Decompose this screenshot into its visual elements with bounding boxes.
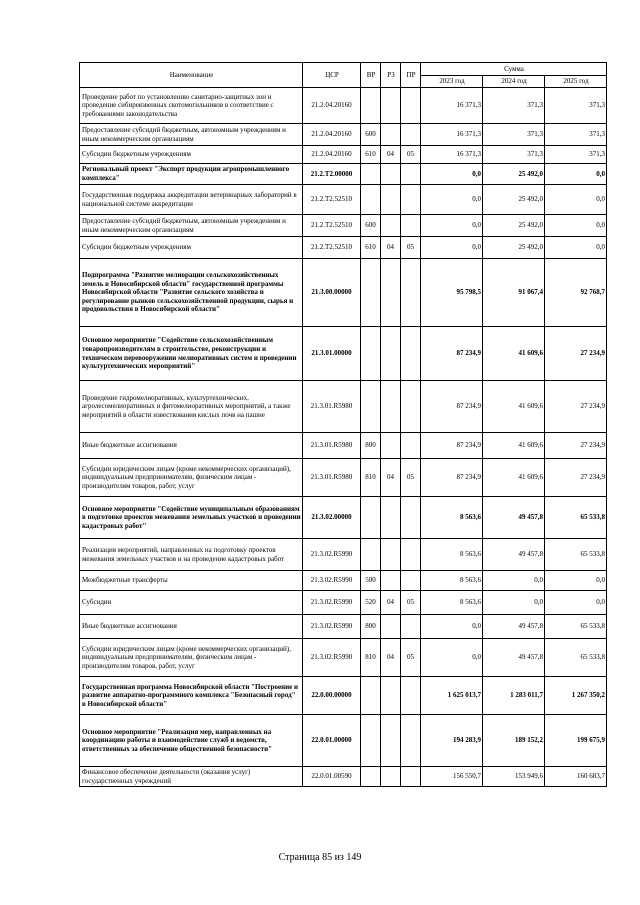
table-row (80, 215, 607, 237)
cell-rz: 04 (381, 237, 401, 259)
cell-sum-2023: 0,0 (421, 164, 483, 185)
cell-sum-2024: 25 492,0 (483, 185, 545, 215)
col-header-pr: ПР (401, 63, 421, 88)
cell-sum-2025: 160 683,7 (545, 767, 607, 787)
table-row (80, 571, 607, 591)
cell-csr: 21.2.T2.00000 (303, 164, 361, 185)
cell-sum-2025: 371,3 (545, 88, 607, 124)
table-row (80, 539, 607, 571)
cell-vr: 810 (361, 459, 381, 497)
cell-pr (401, 381, 421, 433)
cell-name: Проведение гидромелиоративных, культуртехнических, агролесомелиоративных и фитомелиоративных мероприятий, а также мероприятий в области известкования кислых почв на пашне (80, 381, 303, 433)
cell-pr (401, 164, 421, 185)
cell-vr (361, 539, 381, 571)
cell-csr: 21.2.T2.52510 (303, 237, 361, 259)
cell-rz (381, 164, 401, 185)
cell-sum-2025: 65 533,8 (545, 639, 607, 677)
col-header-vr: ВР (361, 63, 381, 88)
cell-vr: 800 (361, 615, 381, 639)
cell-name: Подпрограмма "Развитие мелиорации сельскохозяйственных земель в Новосибирской области" государственной программы Новосибирской области "Развитие сельского хозяйства и регулирование рынков сельскохозяйственной продукции, сырья и продовольствия в Новосибирской области" (80, 259, 303, 327)
cell-name: Основное мероприятие "Реализация мер, направленных на координацию работы и взаимодействие служб и ведомств, ответственных за обеспечение общественной безопасности" (80, 715, 303, 767)
table-row (80, 146, 607, 164)
cell-sum-2023: 0,0 (421, 639, 483, 677)
cell-sum-2024: 0,0 (483, 591, 545, 615)
table-row (80, 164, 607, 185)
cell-csr: 21.2.T2.52510 (303, 215, 361, 237)
cell-name: Государственная программа Новосибирской области "Построение и развитие аппаратно-программного комплекса "Безопасный город" в Новосибирской области" (80, 677, 303, 715)
cell-sum-2025: 27 234,9 (545, 381, 607, 433)
page-number: Страница 85 из 149 (278, 852, 362, 863)
cell-pr (401, 215, 421, 237)
cell-sum-2025: 0,0 (545, 591, 607, 615)
cell-sum-2025: 65 533,8 (545, 497, 607, 539)
cell-name: Основное мероприятие "Содействие сельскохозяйственным товаропроизводителям в строительстве, реконструкции и техническом перевооружении мелиоративных систем и проведении культуртехнических мероприятий" (80, 327, 303, 381)
cell-csr: 21.3.01.R5980 (303, 381, 361, 433)
col-header-sum: Сумма (421, 63, 607, 76)
cell-csr: 21.3.02.R5990 (303, 539, 361, 571)
table-row (80, 767, 607, 787)
cell-name: Межбюджетные трансферты (80, 571, 303, 591)
cell-vr: 600 (361, 215, 381, 237)
cell-sum-2024: 371,3 (483, 88, 545, 124)
cell-vr (361, 715, 381, 767)
cell-sum-2024: 49 457,8 (483, 539, 545, 571)
cell-pr (401, 767, 421, 787)
cell-rz (381, 677, 401, 715)
col-header-name: Наименование (80, 63, 303, 88)
table-row (80, 615, 607, 639)
cell-pr: 05 (401, 639, 421, 677)
cell-sum-2023: 95 798,5 (421, 259, 483, 327)
cell-sum-2023: 1 625 013,7 (421, 677, 483, 715)
cell-rz (381, 185, 401, 215)
cell-sum-2023: 16 371,3 (421, 88, 483, 124)
cell-csr: 21.3.01.R5980 (303, 459, 361, 497)
cell-rz: 04 (381, 639, 401, 677)
cell-sum-2023: 87 234,9 (421, 459, 483, 497)
cell-vr: 520 (361, 591, 381, 615)
cell-sum-2025: 27 234,9 (545, 459, 607, 497)
cell-sum-2025: 1 267 350,2 (545, 677, 607, 715)
cell-sum-2024: 91 067,4 (483, 259, 545, 327)
cell-vr: 610 (361, 146, 381, 164)
cell-sum-2023: 0,0 (421, 237, 483, 259)
cell-csr: 21.3.00.00000 (303, 259, 361, 327)
cell-vr (361, 767, 381, 787)
cell-csr: 21.3.02.R5990 (303, 615, 361, 639)
cell-rz (381, 571, 401, 591)
cell-name: Проведение работ по установлению санитарно-защитных зон и проведение сибиреязвенных скотомогильников в соответствие с требованиями законодательства (80, 88, 303, 124)
cell-sum-2024: 153 949,6 (483, 767, 545, 787)
budget-table (79, 62, 607, 787)
table-row (80, 259, 607, 327)
cell-sum-2023: 16 371,3 (421, 124, 483, 146)
cell-vr (361, 259, 381, 327)
cell-csr: 21.2.T2.52510 (303, 185, 361, 215)
cell-name: Субсидии юридическим лицам (кроме некоммерческих организаций), индивидуальным предпринимателям, физическим лицам - производителям товаров, работ, услуг (80, 459, 303, 497)
cell-pr (401, 259, 421, 327)
col-header-2025: 2025 год (545, 76, 607, 88)
cell-sum-2025: 0,0 (545, 215, 607, 237)
cell-sum-2025: 371,3 (545, 146, 607, 164)
cell-sum-2025: 0,0 (545, 571, 607, 591)
cell-pr (401, 615, 421, 639)
table-row (80, 327, 607, 381)
cell-sum-2023: 8 563,6 (421, 571, 483, 591)
cell-rz (381, 539, 401, 571)
table-row (80, 124, 607, 146)
table-row (80, 459, 607, 497)
cell-sum-2025: 92 768,7 (545, 259, 607, 327)
cell-pr (401, 539, 421, 571)
cell-csr: 22.0.01.00000 (303, 715, 361, 767)
cell-csr: 21.2.04.20160 (303, 124, 361, 146)
cell-vr (361, 497, 381, 539)
cell-csr: 21.3.01.00000 (303, 327, 361, 381)
cell-sum-2023: 194 283,9 (421, 715, 483, 767)
cell-pr (401, 433, 421, 459)
table-row (80, 381, 607, 433)
header-row-top (80, 63, 607, 76)
cell-sum-2025: 199 675,9 (545, 715, 607, 767)
cell-sum-2023: 8 563,6 (421, 591, 483, 615)
cell-sum-2024: 0,0 (483, 571, 545, 591)
cell-rz: 04 (381, 146, 401, 164)
cell-csr: 21.2.04.20160 (303, 146, 361, 164)
table-row (80, 591, 607, 615)
cell-rz (381, 767, 401, 787)
cell-pr (401, 124, 421, 146)
cell-name: Субсидии (80, 591, 303, 615)
cell-sum-2023: 0,0 (421, 185, 483, 215)
cell-pr (401, 185, 421, 215)
cell-sum-2024: 41 609,6 (483, 381, 545, 433)
cell-pr (401, 715, 421, 767)
cell-csr: 21.3.02.R5990 (303, 591, 361, 615)
cell-vr: 810 (361, 639, 381, 677)
cell-sum-2024: 41 609,6 (483, 433, 545, 459)
cell-pr (401, 571, 421, 591)
cell-sum-2025: 27 234,9 (545, 433, 607, 459)
cell-rz (381, 327, 401, 381)
cell-pr (401, 327, 421, 381)
cell-rz (381, 215, 401, 237)
cell-sum-2024: 1 283 011,7 (483, 677, 545, 715)
cell-pr (401, 88, 421, 124)
cell-sum-2024: 25 492,0 (483, 237, 545, 259)
cell-sum-2024: 41 609,6 (483, 327, 545, 381)
cell-rz: 04 (381, 591, 401, 615)
cell-vr: 600 (361, 124, 381, 146)
cell-vr (361, 327, 381, 381)
cell-sum-2023: 87 234,9 (421, 433, 483, 459)
cell-sum-2023: 87 234,9 (421, 327, 483, 381)
cell-csr: 21.3.02.00000 (303, 497, 361, 539)
cell-name: Субсидии бюджетным учреждениям (80, 237, 303, 259)
table-row (80, 433, 607, 459)
table-row (80, 677, 607, 715)
cell-pr (401, 677, 421, 715)
cell-name: Предоставление субсидий бюджетным, автономным учреждениям и иным некоммерческим организациям (80, 124, 303, 146)
cell-csr: 21.3.01.R5980 (303, 433, 361, 459)
cell-sum-2024: 25 492,0 (483, 164, 545, 185)
cell-sum-2024: 371,3 (483, 146, 545, 164)
cell-name: Финансовое обеспечение деятельности (оказания услуг) государственных учреждений (80, 767, 303, 787)
cell-vr (361, 185, 381, 215)
cell-vr (361, 677, 381, 715)
table-row (80, 497, 607, 539)
cell-name: Реализация мероприятий, направленных на подготовку проектов межевания земельных участков и на проведение кадастровых работ (80, 539, 303, 571)
cell-sum-2024: 371,3 (483, 124, 545, 146)
cell-sum-2025: 27 234,9 (545, 327, 607, 381)
cell-sum-2024: 189 152,2 (483, 715, 545, 767)
cell-pr: 05 (401, 237, 421, 259)
cell-sum-2023: 8 563,6 (421, 497, 483, 539)
cell-sum-2023: 8 563,6 (421, 539, 483, 571)
col-header-2023: 2023 год (421, 76, 483, 88)
cell-pr (401, 497, 421, 539)
cell-sum-2025: 65 533,8 (545, 539, 607, 571)
table-row (80, 237, 607, 259)
table-row (80, 185, 607, 215)
cell-rz (381, 433, 401, 459)
cell-rz (381, 381, 401, 433)
cell-sum-2025: 65 533,8 (545, 615, 607, 639)
cell-name: Предоставление субсидий бюджетным, автономным учреждениям и иным некоммерческим организациям (80, 215, 303, 237)
cell-name: Региональный проект "Экспорт продукции агропромышленного комплекса" (80, 164, 303, 185)
cell-vr: 500 (361, 571, 381, 591)
cell-csr: 22.0.01.00590 (303, 767, 361, 787)
col-header-2024: 2024 год (483, 76, 545, 88)
cell-vr (361, 164, 381, 185)
cell-sum-2023: 156 550,7 (421, 767, 483, 787)
cell-name: Субсидии бюджетным учреждениям (80, 146, 303, 164)
cell-sum-2023: 0,0 (421, 215, 483, 237)
cell-name: Субсидии юридическим лицам (кроме некоммерческих организаций), индивидуальным предпринимателям, физическим лицам - производителям товаров, работ, услуг (80, 639, 303, 677)
cell-sum-2023: 87 234,9 (421, 381, 483, 433)
cell-sum-2024: 41 609,6 (483, 459, 545, 497)
cell-sum-2024: 49 457,8 (483, 615, 545, 639)
table-row (80, 715, 607, 767)
cell-sum-2024: 49 457,8 (483, 639, 545, 677)
cell-rz (381, 259, 401, 327)
cell-rz (381, 615, 401, 639)
cell-csr: 21.3.02.R5990 (303, 639, 361, 677)
cell-rz: 04 (381, 459, 401, 497)
cell-csr: 22.0.00.00000 (303, 677, 361, 715)
cell-vr (361, 381, 381, 433)
cell-name: Основное мероприятие "Содействие муниципальным образованиям в подготовке проектов межевания земельных участков и проведении кадастровых работ" (80, 497, 303, 539)
table-row (80, 88, 607, 124)
cell-pr: 05 (401, 146, 421, 164)
cell-sum-2025: 0,0 (545, 237, 607, 259)
cell-name: Иные бюджетные ассигнования (80, 433, 303, 459)
cell-sum-2025: 0,0 (545, 164, 607, 185)
cell-sum-2025: 0,0 (545, 185, 607, 215)
cell-sum-2025: 371,3 (545, 124, 607, 146)
cell-rz (381, 88, 401, 124)
cell-name: Иные бюджетные ассигнования (80, 615, 303, 639)
cell-vr: 610 (361, 237, 381, 259)
col-header-csr: ЦСР (303, 63, 361, 88)
cell-sum-2024: 49 457,8 (483, 497, 545, 539)
cell-rz (381, 715, 401, 767)
cell-rz (381, 124, 401, 146)
table-row (80, 639, 607, 677)
cell-sum-2023: 0,0 (421, 615, 483, 639)
cell-name: Государственная поддержка аккредитации ветеринарных лабораторий в национальной системе аккредитации (80, 185, 303, 215)
cell-pr: 05 (401, 591, 421, 615)
col-header-rz: РЗ (381, 63, 401, 88)
cell-csr: 21.3.02.R5990 (303, 571, 361, 591)
cell-sum-2024: 25 492,0 (483, 215, 545, 237)
cell-csr: 21.2.04.20160 (303, 88, 361, 124)
cell-vr (361, 88, 381, 124)
cell-pr: 05 (401, 459, 421, 497)
cell-rz (381, 497, 401, 539)
cell-sum-2023: 16 371,3 (421, 146, 483, 164)
cell-vr: 800 (361, 433, 381, 459)
